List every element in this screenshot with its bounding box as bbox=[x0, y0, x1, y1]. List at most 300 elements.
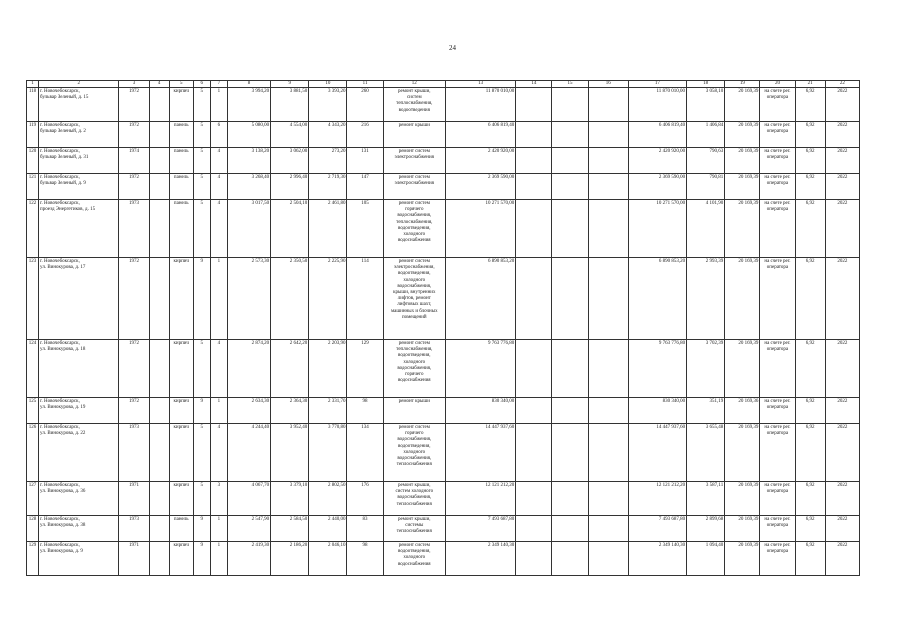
year-reconstruction bbox=[149, 258, 169, 340]
funding-col-15 bbox=[552, 340, 588, 398]
cost-limit: 20 169,39 bbox=[725, 258, 760, 340]
row-number: 118 bbox=[27, 88, 39, 122]
planned-year: 2022 bbox=[825, 542, 859, 576]
wall-material: кирпич bbox=[169, 482, 193, 516]
column-number: 19 bbox=[725, 81, 760, 88]
fund-account: на счете рег. оператора bbox=[760, 340, 795, 398]
fund-account: на счете рег. оператора bbox=[760, 88, 795, 122]
cost-per-sqm: 4 101,90 bbox=[687, 200, 725, 258]
fund-account: на счете рег. оператора bbox=[760, 516, 795, 542]
premises-area: 3 881,50 bbox=[271, 88, 309, 122]
repair-cost: 7 493 687,80 bbox=[445, 516, 515, 542]
planned-year: 2022 bbox=[825, 340, 859, 398]
row-number: 129 bbox=[27, 542, 39, 576]
planned-year: 2022 bbox=[825, 122, 859, 148]
total-area: 3 268,40 bbox=[227, 174, 270, 200]
funding-col-16 bbox=[588, 88, 628, 122]
residential-area: 2 461,80 bbox=[309, 200, 347, 258]
funding-col-14 bbox=[516, 340, 552, 398]
contribution-rate: 6,92 bbox=[795, 148, 825, 174]
table-row bbox=[27, 340, 860, 398]
address: г. Новочебоксарск, ул. Винокурова, д. 19 bbox=[39, 398, 119, 424]
year-reconstruction bbox=[149, 200, 169, 258]
column-number: 9 bbox=[271, 81, 309, 88]
column-number: 14 bbox=[516, 81, 552, 88]
funding-col-16 bbox=[588, 482, 628, 516]
fund-account: на счете рег. оператора bbox=[760, 200, 795, 258]
cost-per-sqm: 351,19 bbox=[687, 398, 725, 424]
premises-area: 3 952,40 bbox=[271, 424, 309, 482]
repair-works: ремонт крыши, систем холодного водоснабжения, теплоснабжения bbox=[383, 482, 445, 516]
cost-per-sqm: 3 058,10 bbox=[687, 88, 725, 122]
cost-limit: 20 169,39 bbox=[725, 424, 760, 482]
entrances-count: 4 bbox=[210, 174, 227, 200]
column-number: 8 bbox=[227, 81, 270, 88]
row-number: 125 bbox=[27, 398, 39, 424]
repair-cost: 830 340,00 bbox=[445, 398, 515, 424]
owners-funds: 7 493 687,80 bbox=[628, 516, 686, 542]
address: г. Новочебоксарск, бульвар Зеленый, д. 2 bbox=[39, 122, 119, 148]
premises-area: 4 554,00 bbox=[271, 122, 309, 148]
wall-material: панель bbox=[169, 200, 193, 258]
owners-funds: 830 340,00 bbox=[628, 398, 686, 424]
wall-material: кирпич bbox=[169, 398, 193, 424]
address: г. Новочебоксарск, ул. Винокурова, д. 38 bbox=[39, 516, 119, 542]
repair-cost: 9 763 776,80 bbox=[445, 340, 515, 398]
contribution-rate: 6,92 bbox=[795, 542, 825, 576]
funding-col-15 bbox=[552, 88, 588, 122]
funding-col-16 bbox=[588, 148, 628, 174]
fund-account: на счете рег. оператора bbox=[760, 148, 795, 174]
premises-area: 2 996,40 bbox=[271, 174, 309, 200]
funding-col-14 bbox=[516, 148, 552, 174]
planned-year: 2022 bbox=[825, 88, 859, 122]
owners-funds: 2 369 590,00 bbox=[628, 174, 686, 200]
capital-repair-table bbox=[26, 80, 860, 576]
cost-per-sqm: 2 899,68 bbox=[687, 516, 725, 542]
year-reconstruction bbox=[149, 424, 169, 482]
floors-count: 9 bbox=[193, 542, 210, 576]
planned-year: 2022 bbox=[825, 174, 859, 200]
funding-col-16 bbox=[588, 200, 628, 258]
row-number: 123 bbox=[27, 258, 39, 340]
residential-area: 2 225,90 bbox=[309, 258, 347, 340]
year-reconstruction bbox=[149, 340, 169, 398]
residents-count: 131 bbox=[347, 148, 383, 174]
owners-funds: 2 349 140,30 bbox=[628, 542, 686, 576]
entrances-count: 1 bbox=[210, 258, 227, 340]
year-reconstruction bbox=[149, 122, 169, 148]
total-area: 4 067,70 bbox=[227, 482, 270, 516]
residents-count: 260 bbox=[347, 88, 383, 122]
funding-col-15 bbox=[552, 258, 588, 340]
premises-area: 3 379,10 bbox=[271, 482, 309, 516]
repair-cost: 11 870 010,00 bbox=[445, 88, 515, 122]
residential-area: 2 802,50 bbox=[309, 482, 347, 516]
funding-col-16 bbox=[588, 542, 628, 576]
year-built: 1972 bbox=[119, 258, 149, 340]
fund-account: на счете рег. оператора bbox=[760, 258, 795, 340]
repair-works: ремонт крыши, системы теплоснабжения bbox=[383, 516, 445, 542]
cost-per-sqm: 790,81 bbox=[687, 174, 725, 200]
entrances-count: 1 bbox=[210, 398, 227, 424]
fund-account: на счете рег. оператора bbox=[760, 122, 795, 148]
cost-limit: 20 169,39 bbox=[725, 88, 760, 122]
wall-material: кирпич bbox=[169, 340, 193, 398]
funding-col-16 bbox=[588, 258, 628, 340]
owners-funds: 10 271 570,00 bbox=[628, 200, 686, 258]
residents-count: 83 bbox=[347, 516, 383, 542]
row-number: 120 bbox=[27, 148, 39, 174]
residents-count: 176 bbox=[347, 482, 383, 516]
page-number: 24 bbox=[449, 44, 456, 52]
funding-col-14 bbox=[516, 200, 552, 258]
wall-material: панель bbox=[169, 174, 193, 200]
cost-limit: 20 169,39 bbox=[725, 542, 760, 576]
residents-count: 216 bbox=[347, 122, 383, 148]
wall-material: панель bbox=[169, 122, 193, 148]
column-number: 2 bbox=[39, 81, 119, 88]
entrances-count: 4 bbox=[210, 340, 227, 398]
address: г. Новочебоксарск, бульвар Зеленый, д. 31 bbox=[39, 148, 119, 174]
premises-area: 2 364,30 bbox=[271, 398, 309, 424]
owners-funds: 2 420 920,00 bbox=[628, 148, 686, 174]
repair-works: ремонт крыши, систем теплоснабжения, водоотведения bbox=[383, 88, 445, 122]
total-area: 5 080,00 bbox=[227, 122, 270, 148]
funding-col-15 bbox=[552, 148, 588, 174]
total-area: 2 634,30 bbox=[227, 398, 270, 424]
year-reconstruction bbox=[149, 398, 169, 424]
column-number: 16 bbox=[588, 81, 628, 88]
planned-year: 2022 bbox=[825, 200, 859, 258]
floors-count: 5 bbox=[193, 340, 210, 398]
entrances-count: 1 bbox=[210, 88, 227, 122]
entrances-count: 4 bbox=[210, 424, 227, 482]
year-built: 1971 bbox=[119, 542, 149, 576]
funding-col-16 bbox=[588, 398, 628, 424]
total-area: 3 017,50 bbox=[227, 200, 270, 258]
residential-area: 3 393,20 bbox=[309, 88, 347, 122]
entrances-count: 6 bbox=[210, 122, 227, 148]
cost-limit: 20 169,39 bbox=[725, 174, 760, 200]
repair-works: ремонт систем водоотведения, холодного водоснабжения bbox=[383, 542, 445, 576]
cost-limit: 20 169,39 bbox=[725, 340, 760, 398]
column-number: 12 bbox=[383, 81, 445, 88]
repair-cost: 2 420 920,00 bbox=[445, 148, 515, 174]
funding-col-16 bbox=[588, 122, 628, 148]
row-number: 121 bbox=[27, 174, 39, 200]
planned-year: 2022 bbox=[825, 482, 859, 516]
owners-funds: 14 447 937,60 bbox=[628, 424, 686, 482]
premises-area: 3 062,00 bbox=[271, 148, 309, 174]
owners-funds: 6 890 853,20 bbox=[628, 258, 686, 340]
contribution-rate: 6,92 bbox=[795, 482, 825, 516]
year-built: 1972 bbox=[119, 340, 149, 398]
year-reconstruction bbox=[149, 88, 169, 122]
column-number: 7 bbox=[210, 81, 227, 88]
fund-account: на счете рег. оператора bbox=[760, 424, 795, 482]
repair-works: ремонт систем электроснабжения bbox=[383, 148, 445, 174]
funding-col-14 bbox=[516, 542, 552, 576]
entrances-count: 3 bbox=[210, 482, 227, 516]
floors-count: 5 bbox=[193, 424, 210, 482]
repair-works: ремонт крыши bbox=[383, 398, 445, 424]
funding-col-16 bbox=[588, 174, 628, 200]
residents-count: 98 bbox=[347, 398, 383, 424]
address: г. Новочебоксарск, ул. Винокурова, д. 36 bbox=[39, 482, 119, 516]
residential-area: 3 770,80 bbox=[309, 424, 347, 482]
year-reconstruction bbox=[149, 148, 169, 174]
cost-limit: 20 169,36 bbox=[725, 398, 760, 424]
row-number: 126 bbox=[27, 424, 39, 482]
total-area: 2 419,30 bbox=[227, 542, 270, 576]
contribution-rate: 6,92 bbox=[795, 174, 825, 200]
wall-material: кирпич bbox=[169, 258, 193, 340]
planned-year: 2022 bbox=[825, 258, 859, 340]
entrances-count: 1 bbox=[210, 516, 227, 542]
wall-material: кирпич bbox=[169, 424, 193, 482]
column-number: 4 bbox=[149, 81, 169, 88]
table-row bbox=[27, 258, 860, 340]
table-row bbox=[27, 424, 860, 482]
address: г. Новочебоксарск, бульвар Зеленый, д. 15 bbox=[39, 88, 119, 122]
funding-col-15 bbox=[552, 482, 588, 516]
residential-area: 2 719,30 bbox=[309, 174, 347, 200]
repair-works: ремонт систем горячего водоснабжения, теплоснабжения, водоотведения, холодного водоснабжения bbox=[383, 200, 445, 258]
total-area: 4 244,40 bbox=[227, 424, 270, 482]
floors-count: 5 bbox=[193, 88, 210, 122]
table-row bbox=[27, 122, 860, 148]
owners-funds: 6 406 819,40 bbox=[628, 122, 686, 148]
premises-area: 2 584,50 bbox=[271, 516, 309, 542]
year-built: 1974 bbox=[119, 148, 149, 174]
owners-funds: 12 121 212,20 bbox=[628, 482, 686, 516]
cost-per-sqm: 3 702,39 bbox=[687, 340, 725, 398]
cost-limit: 20 169,39 bbox=[725, 122, 760, 148]
floors-count: 5 bbox=[193, 200, 210, 258]
column-number: 18 bbox=[687, 81, 725, 88]
floors-count: 9 bbox=[193, 398, 210, 424]
contribution-rate: 6,92 bbox=[795, 88, 825, 122]
residential-area: 2 440,00 bbox=[309, 516, 347, 542]
year-built: 1973 bbox=[119, 516, 149, 542]
column-number: 5 bbox=[169, 81, 193, 88]
year-built: 1972 bbox=[119, 174, 149, 200]
funding-col-15 bbox=[552, 200, 588, 258]
wall-material: кирпич bbox=[169, 88, 193, 122]
premises-area: 2 186,20 bbox=[271, 542, 309, 576]
year-reconstruction bbox=[149, 482, 169, 516]
year-built: 1973 bbox=[119, 200, 149, 258]
address: г. Новочебоксарск, ул. Винокурова, д. 18 bbox=[39, 340, 119, 398]
residents-count: 134 bbox=[347, 424, 383, 482]
entrances-count: 4 bbox=[210, 200, 227, 258]
fund-account: на счете рег. оператора bbox=[760, 398, 795, 424]
fund-account: на счете рег. оператора bbox=[760, 542, 795, 576]
residential-area: 2 331,70 bbox=[309, 398, 347, 424]
table-row bbox=[27, 482, 860, 516]
fund-account: на счете рег. оператора bbox=[760, 482, 795, 516]
repair-works: ремонт систем теплоснабжения, водоотведения, холодного водоснабжения, горячего водоснабжения bbox=[383, 340, 445, 398]
wall-material: панель bbox=[169, 516, 193, 542]
funding-col-15 bbox=[552, 122, 588, 148]
column-number: 15 bbox=[552, 81, 588, 88]
funding-col-15 bbox=[552, 424, 588, 482]
funding-col-14 bbox=[516, 398, 552, 424]
funding-col-14 bbox=[516, 174, 552, 200]
wall-material: панель bbox=[169, 148, 193, 174]
entrances-count: 4 bbox=[210, 148, 227, 174]
residents-count: 98 bbox=[347, 542, 383, 576]
floors-count: 5 bbox=[193, 174, 210, 200]
funding-col-15 bbox=[552, 516, 588, 542]
wall-material: кирпич bbox=[169, 542, 193, 576]
funding-col-15 bbox=[552, 542, 588, 576]
table-row bbox=[27, 516, 860, 542]
column-number-row bbox=[27, 81, 860, 88]
floors-count: 9 bbox=[193, 516, 210, 542]
contribution-rate: 6,92 bbox=[795, 200, 825, 258]
column-number: 1 bbox=[27, 81, 39, 88]
column-number: 22 bbox=[825, 81, 859, 88]
table-row bbox=[27, 398, 860, 424]
funding-col-15 bbox=[552, 398, 588, 424]
owners-funds: 11 870 010,00 bbox=[628, 88, 686, 122]
address: г. Новочебоксарск, ул. Винокурова, д. 22 bbox=[39, 424, 119, 482]
floors-count: 5 bbox=[193, 482, 210, 516]
column-number: 20 bbox=[760, 81, 795, 88]
premises-area: 2 642,20 bbox=[271, 340, 309, 398]
year-built: 1972 bbox=[119, 398, 149, 424]
total-area: 3 994,20 bbox=[227, 88, 270, 122]
total-area: 2 547,90 bbox=[227, 516, 270, 542]
funding-col-14 bbox=[516, 424, 552, 482]
funding-col-16 bbox=[588, 424, 628, 482]
repair-cost: 6 890 853,20 bbox=[445, 258, 515, 340]
contribution-rate: 6,92 bbox=[795, 516, 825, 542]
table-row bbox=[27, 542, 860, 576]
floors-count: 5 bbox=[193, 122, 210, 148]
planned-year: 2022 bbox=[825, 148, 859, 174]
total-area: 2 573,30 bbox=[227, 258, 270, 340]
column-number: 6 bbox=[193, 81, 210, 88]
funding-col-16 bbox=[588, 340, 628, 398]
repair-cost: 14 447 937,60 bbox=[445, 424, 515, 482]
premises-area: 2 504,10 bbox=[271, 200, 309, 258]
contribution-rate: 6,92 bbox=[795, 122, 825, 148]
cost-limit: 20 169,39 bbox=[725, 148, 760, 174]
residents-count: 105 bbox=[347, 200, 383, 258]
entrances-count: 1 bbox=[210, 542, 227, 576]
cost-limit: 20 169,39 bbox=[725, 482, 760, 516]
residential-area: 4 343,20 bbox=[309, 122, 347, 148]
cost-per-sqm: 1 406,84 bbox=[687, 122, 725, 148]
residential-area: 273,20 bbox=[309, 148, 347, 174]
column-number: 13 bbox=[445, 81, 515, 88]
year-built: 1971 bbox=[119, 482, 149, 516]
year-built: 1972 bbox=[119, 88, 149, 122]
funding-col-16 bbox=[588, 516, 628, 542]
cost-per-sqm: 790,63 bbox=[687, 148, 725, 174]
cost-per-sqm: 2 993,39 bbox=[687, 258, 725, 340]
table-row bbox=[27, 174, 860, 200]
cost-per-sqm: 1 094,40 bbox=[687, 542, 725, 576]
row-number: 127 bbox=[27, 482, 39, 516]
repair-cost: 12 121 212,20 bbox=[445, 482, 515, 516]
funding-col-14 bbox=[516, 258, 552, 340]
repair-cost: 6 406 819,40 bbox=[445, 122, 515, 148]
column-number: 3 bbox=[119, 81, 149, 88]
funding-col-14 bbox=[516, 482, 552, 516]
year-reconstruction bbox=[149, 516, 169, 542]
column-number: 17 bbox=[628, 81, 686, 88]
owners-funds: 9 763 776,80 bbox=[628, 340, 686, 398]
funding-col-14 bbox=[516, 88, 552, 122]
cost-limit: 20 169,39 bbox=[725, 516, 760, 542]
column-number: 11 bbox=[347, 81, 383, 88]
address: г. Новочебоксарск, ул. Винокурова, д. 17 bbox=[39, 258, 119, 340]
address: г. Новочебоксарск, ул. Винокурова, д. 9 bbox=[39, 542, 119, 576]
contribution-rate: 6,92 bbox=[795, 424, 825, 482]
fund-account: на счете рег. оператора bbox=[760, 174, 795, 200]
year-reconstruction bbox=[149, 542, 169, 576]
contribution-rate: 6,92 bbox=[795, 340, 825, 398]
planned-year: 2022 bbox=[825, 516, 859, 542]
table-row bbox=[27, 88, 860, 122]
year-built: 1973 bbox=[119, 424, 149, 482]
residents-count: 129 bbox=[347, 340, 383, 398]
column-number: 10 bbox=[309, 81, 347, 88]
residents-count: 114 bbox=[347, 258, 383, 340]
floors-count: 9 bbox=[193, 258, 210, 340]
year-reconstruction bbox=[149, 174, 169, 200]
address: г. Новочебоксарск, проезд Энергетиков, д. 15 bbox=[39, 200, 119, 258]
floors-count: 5 bbox=[193, 148, 210, 174]
planned-year: 2022 bbox=[825, 398, 859, 424]
repair-cost: 10 271 570,00 bbox=[445, 200, 515, 258]
repair-works: ремонт систем электроснабжения bbox=[383, 174, 445, 200]
contribution-rate: 6,92 bbox=[795, 258, 825, 340]
repair-works: ремонт систем горячего водоснабжения, водоотведения, холодного водоснабжения, теплоснабжения bbox=[383, 424, 445, 482]
cost-per-sqm: 3 655,48 bbox=[687, 424, 725, 482]
total-area: 2 874,20 bbox=[227, 340, 270, 398]
planned-year: 2022 bbox=[825, 424, 859, 482]
funding-col-15 bbox=[552, 174, 588, 200]
cost-per-sqm: 3 587,11 bbox=[687, 482, 725, 516]
repair-cost: 2 349 140,30 bbox=[445, 542, 515, 576]
repair-cost: 2 369 590,00 bbox=[445, 174, 515, 200]
row-number: 128 bbox=[27, 516, 39, 542]
table-row bbox=[27, 148, 860, 174]
repair-works: ремонт систем электроснабжения, водоотведения, холодного водоснабжения, крыши, внутренних лифтов, ремонт лифтовых шахт, машинных и блочных помещений bbox=[383, 258, 445, 340]
column-number: 21 bbox=[795, 81, 825, 88]
row-number: 124 bbox=[27, 340, 39, 398]
funding-col-14 bbox=[516, 122, 552, 148]
row-number: 119 bbox=[27, 122, 39, 148]
residential-area: 2 203,90 bbox=[309, 340, 347, 398]
repair-works: ремонт крыши bbox=[383, 122, 445, 148]
cost-limit: 20 169,39 bbox=[725, 200, 760, 258]
residential-area: 2 046,10 bbox=[309, 542, 347, 576]
funding-col-14 bbox=[516, 516, 552, 542]
row-number: 122 bbox=[27, 200, 39, 258]
premises-area: 2 350,50 bbox=[271, 258, 309, 340]
table-row bbox=[27, 200, 860, 258]
residents-count: 147 bbox=[347, 174, 383, 200]
contribution-rate: 6,92 bbox=[795, 398, 825, 424]
address: г. Новочебоксарск, бульвар Зеленый, д. 9 bbox=[39, 174, 119, 200]
year-built: 1972 bbox=[119, 122, 149, 148]
